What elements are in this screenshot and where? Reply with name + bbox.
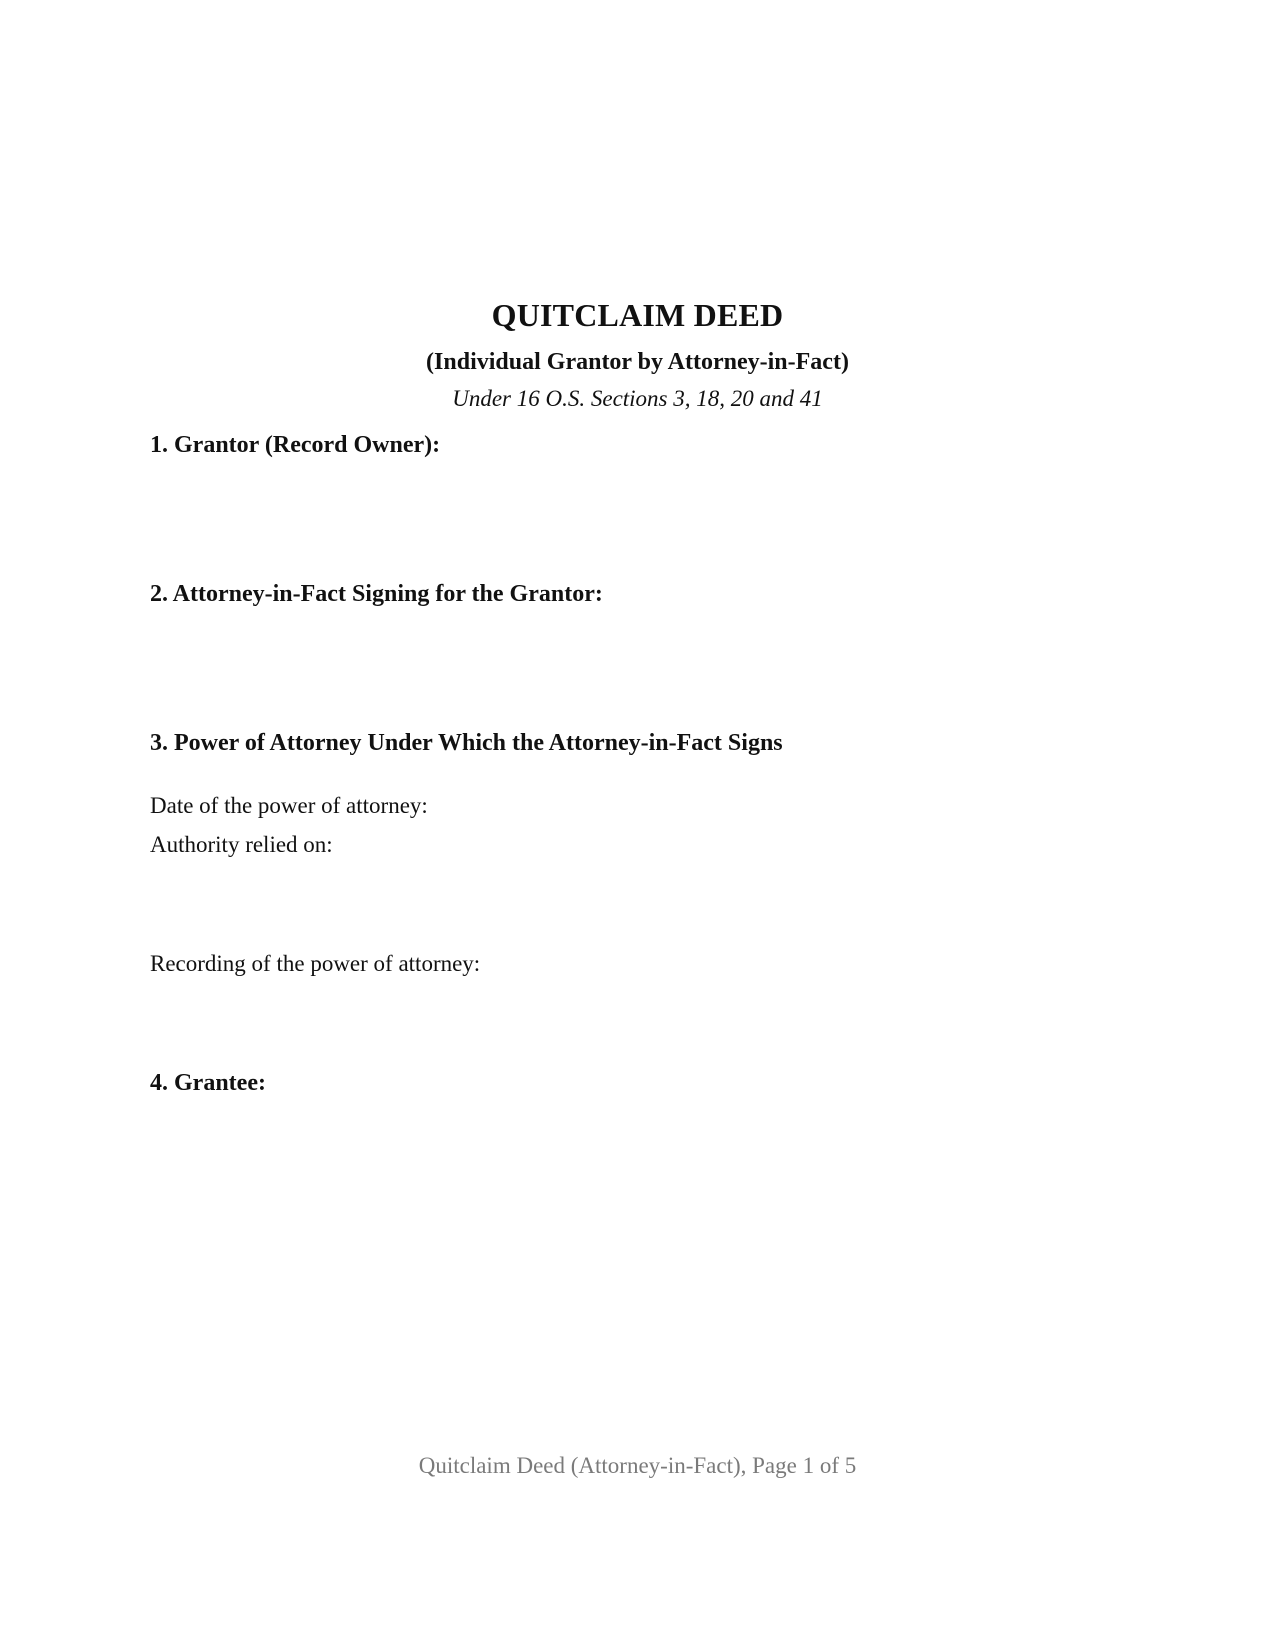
recording-label: Recording of the power of attorney: bbox=[150, 951, 481, 976]
document-title: QUITCLAIM DEED bbox=[491, 297, 784, 333]
section-attorney-heading: 2. Attorney-in-Fact Signing for the Grantor: bbox=[150, 581, 603, 607]
document-subtitle: (Individual Grantor by Attorney-in-Fact) bbox=[426, 349, 849, 375]
recording-field[interactable] bbox=[510, 949, 1110, 1029]
page-footer: Quitclaim Deed (Attorney-in-Fact), Page 1 of 5 bbox=[418, 1453, 857, 1478]
section-grantor-heading: 1. Grantor (Record Owner): bbox=[150, 432, 441, 458]
poa-date-field[interactable] bbox=[455, 791, 1055, 819]
section-grantee-heading: 4. Grantee: bbox=[150, 1070, 266, 1096]
poa-date-label: Date of the power of attorney: bbox=[150, 793, 428, 818]
grantee-field[interactable] bbox=[150, 1110, 1130, 1310]
attorney-in-fact-field[interactable] bbox=[150, 620, 1130, 710]
statute-reference: Under 16 O.S. Sections 3, 18, 20 and 41 bbox=[452, 386, 823, 411]
authority-label: Authority relied on: bbox=[150, 832, 333, 857]
grantor-field[interactable] bbox=[150, 470, 1130, 560]
section-power-of-attorney-heading: 3. Power of Attorney Under Which the Attorney-in-Fact Signs bbox=[150, 730, 783, 756]
authority-field[interactable] bbox=[355, 830, 1055, 930]
